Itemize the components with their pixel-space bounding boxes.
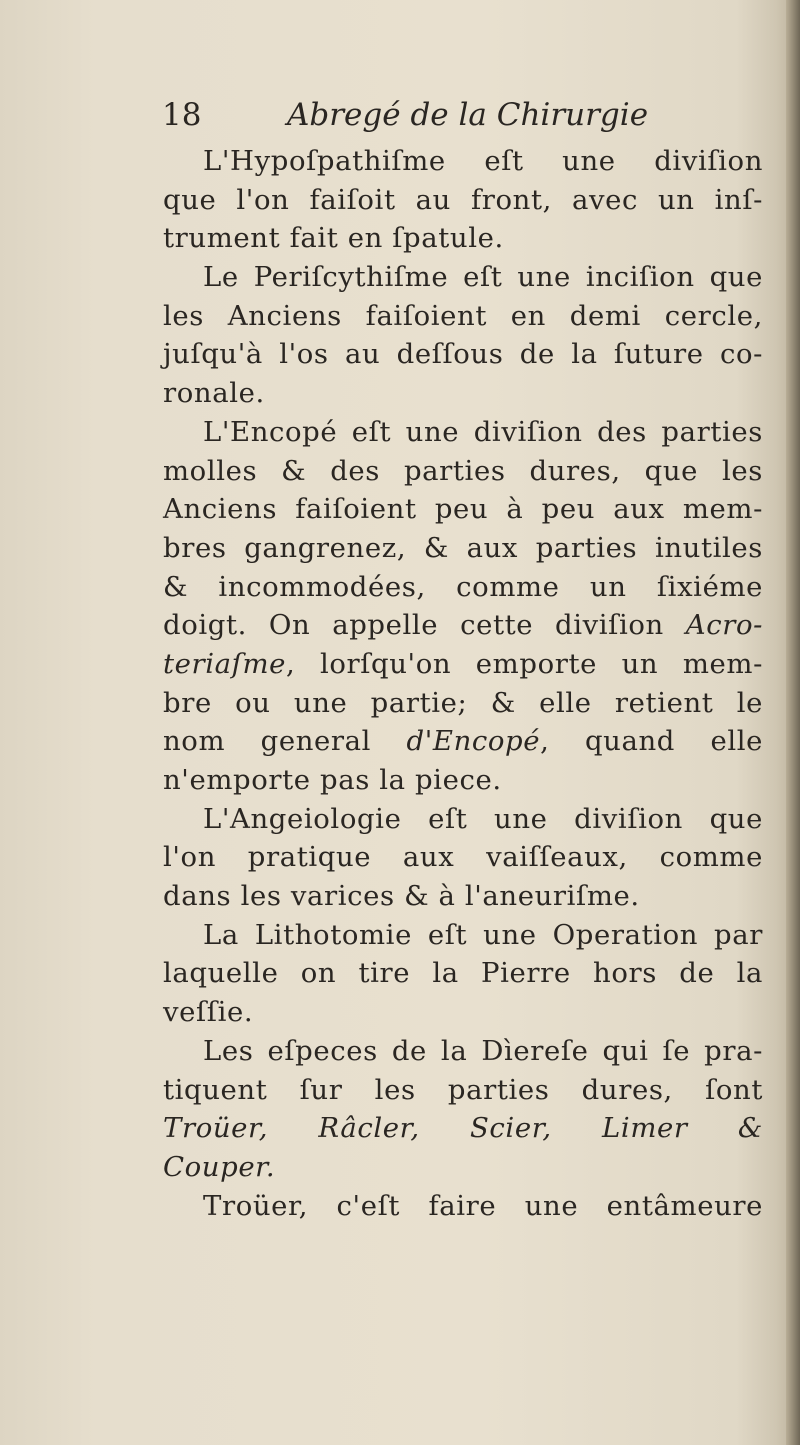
text-line: La Lithotomie eſt une Operation par [203,918,763,951]
text-line: L'Angeiologie eſt une diviſion que [203,802,763,835]
text-line: dans les varices & à l'aneuriſme. [163,880,640,913]
italic-term: Acro- [685,609,763,642]
text-line: ronale. [163,377,265,410]
page-gutter-shadow [786,0,800,1445]
text-line: que l'on faiſoit au front, avec un inſ- [163,183,763,216]
text-line [163,606,763,645]
text-line: L'Hypoſpathiſme eſt une diviſion [203,145,763,177]
text-line: Anciens faiſoient peu à peu aux mem- [163,493,763,526]
text-line [163,722,763,761]
italic-term: d'Encopé [406,725,541,758]
text-line: bres gangrenez, & aux parties inutiles [163,531,763,564]
text-line: Les eſpeces de la Dìereſe qui ſe pra- [203,1034,763,1067]
text-line: juſqu'à l'os au deſſous de la ſuture co- [163,338,763,371]
text-run: doigt. On appelle cette diviſion [163,609,686,642]
text-line: veſſie. [163,996,254,1029]
text-line: laquelle on tire la Pierre hors de la [163,957,763,990]
italic-term: Troüer, Râcler, Scier, Limer & [163,1112,763,1145]
text-line [163,1109,763,1148]
text-line: molles & des parties dures, que les [163,454,763,487]
text-run: , quand elle [540,725,764,758]
italic-term: teriaſme [163,647,286,680]
body-text [163,142,763,1225]
text-line: Troüer, c'eſt faire une entâmeure [203,1189,763,1222]
page-header [162,90,782,140]
text-line: les Anciens faiſoient en demi cercle, [163,299,763,332]
text-run: , lorſqu'on emporte un mem- [286,647,763,680]
text-line: & incommodées, comme un ſixiéme [163,570,763,603]
text-line: n'emporte pas la piece. [163,764,502,796]
running-title: Abregé de la Chirurgie [287,97,649,133]
text-line: l'on pratique aux vaiſſeaux, comme [163,841,763,874]
text-line: Le Periſcythiſme eſt une inciſion que [203,261,763,294]
text-line: L'Encopé eſt une diviſion des parties [203,415,763,448]
text-line: trument fait en ſpatule. [163,222,504,255]
italic-term: Couper. [163,1150,276,1183]
text-line: tiquent ſur les parties dures, ſont [163,1073,763,1106]
text-run: nom general [163,725,407,758]
page-number: 18 [162,97,202,133]
text-line [163,645,763,684]
text-line: bre ou une partie; & elle retient le [163,686,763,719]
text-line [163,1148,763,1187]
